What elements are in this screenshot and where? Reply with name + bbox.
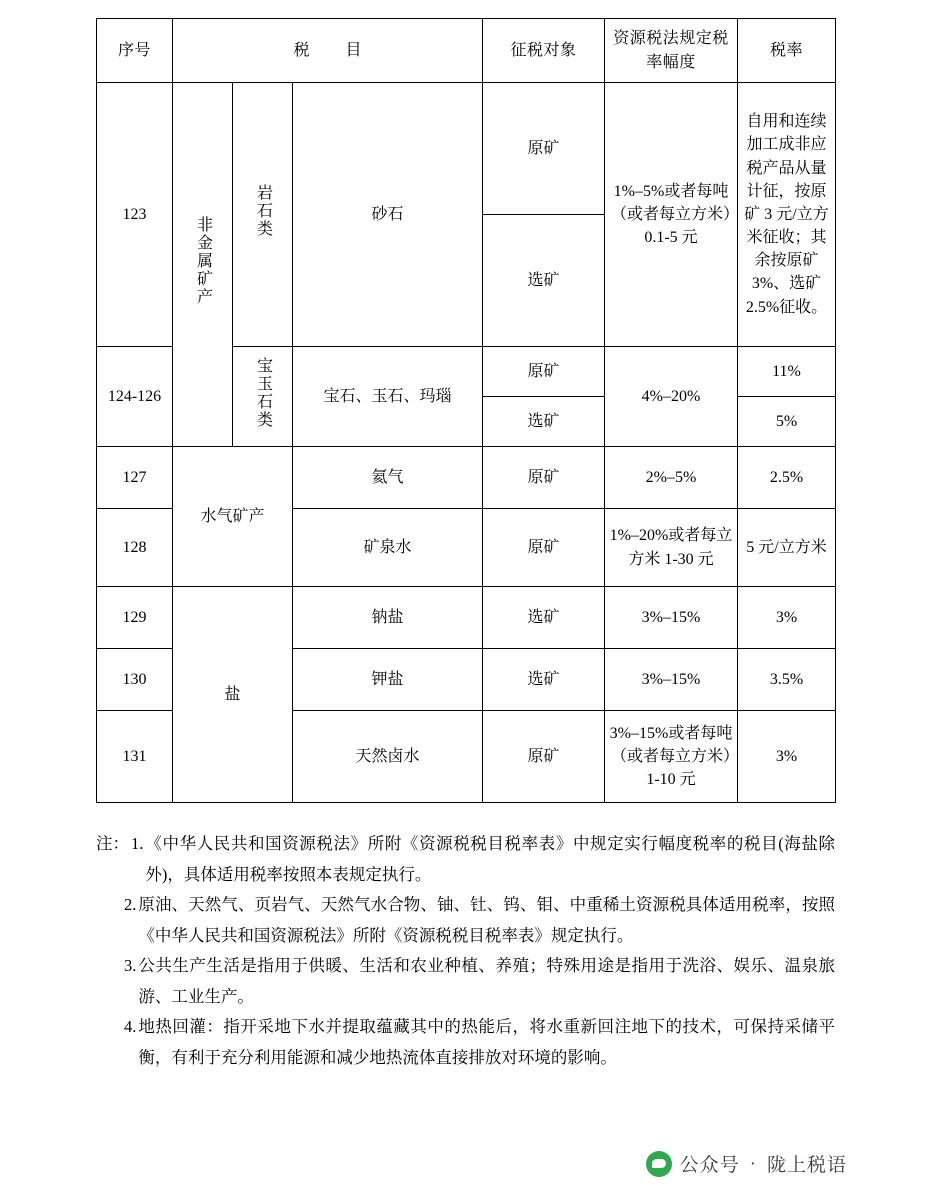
header-rate: 税率 [738,19,836,83]
header-tax-item: 税 目 [173,19,483,83]
subcategory-label: 岩石类 [254,183,272,238]
cell-item-sandstone: 砂石 [293,83,483,347]
cell-seq-127: 127 [97,447,173,509]
cell-item-natural-brine: 天然卤水 [293,711,483,803]
header-range: 资源税法规定税率幅度 [605,19,738,83]
table-header-row [97,19,836,83]
cell-range-128: 1%–20%或者每立方米 1-30 元 [605,509,738,587]
cell-item-helium: 氦气 [293,447,483,509]
cell-subcategory-rock [233,83,293,347]
wechat-icon [646,1151,672,1177]
subcategory-label: 宝玉石类 [254,356,272,429]
cell-rate-130: 3.5% [738,649,836,711]
cell-rate-124-raw: 11% [738,347,836,397]
note-label: 2. [124,895,137,915]
watermark-name: 陇上税语 [766,1155,847,1176]
cell-seq-130: 130 [97,649,173,711]
category-label: 盐 [224,685,241,703]
note-label: 4. [124,1017,137,1037]
cell-seq-124-126: 124-126 [97,347,173,447]
cell-range-123: 1%–5%或者每吨（或者每立方米）0.1-5 元 [605,83,738,347]
cell-rate-124-dressed: 5% [738,397,836,447]
cell-rate-128: 5 元/立方米 [738,509,836,587]
note-text: 公共生产生活是指用于供暖、生活和农业种植、养殖；特殊用途是指用于洗浴、娱乐、温泉旅游、工业生产。 [138,956,835,1006]
note-item [96,829,835,890]
cell-rate-123: 自用和连续加工成非应税产品从量计征，按原矿 3 元/立方米征收；其余按原矿 3%、选矿 2.5%征收。 [738,83,836,347]
cell-object-raw-ore: 原矿 [483,347,605,397]
cell-category-nonmetal [173,83,233,447]
cell-range-124: 4%–20% [605,347,738,447]
cell-object-131: 原矿 [483,711,605,803]
cell-item-potassium-salt: 钾盐 [293,649,483,711]
watermark-separator: · [749,1152,757,1174]
cell-seq-129: 129 [97,587,173,649]
note-item [96,890,835,951]
watermark [646,1150,847,1177]
cell-seq-123: 123 [97,83,173,347]
note-text: 原油、天然气、页岩气、天然气水合物、铀、钍、钨、钼、中重稀土资源税具体适用税率，按照《中华人民共和国资源税法》所附《资源税税目税率表》规定执行。 [138,895,835,945]
cell-object-130: 选矿 [483,649,605,711]
cell-object-raw-ore: 原矿 [483,83,605,215]
note-text: 地热回灌：指开采地下水并提取蕴藏其中的热能后，将水重新回注地下的技术，可保持采储平衡，有利于充分利用能源和减少地热流体直接排放对环境的影响。 [138,1017,835,1067]
cell-category-salt [173,587,293,803]
note-item [96,1012,835,1073]
cell-object-127: 原矿 [483,447,605,509]
cell-range-129: 3%–15% [605,587,738,649]
note-label: 1. [131,834,144,853]
cell-range-127: 2%–5% [605,447,738,509]
note-label: 3. [124,956,137,976]
resource-tax-rate-table [96,18,836,803]
cell-rate-127: 2.5% [738,447,836,509]
note-item [96,951,835,1012]
cell-seq-131: 131 [97,711,173,803]
cell-seq-128: 128 [97,509,173,587]
cell-item-gemstone: 宝石、玉石、玛瑙 [293,347,483,447]
cell-subcategory-gem [233,347,293,447]
cell-object-128: 原矿 [483,509,605,587]
watermark-prefix: 公众号 [679,1155,740,1176]
note-text: 《中华人民共和国资源税法》所附《资源税税目税率表》中规定实行幅度税率的税目(海盐除外)，具体适用税率按照本表规定执行。 [145,834,835,884]
header-seq: 序号 [97,19,173,83]
cell-range-131: 3%–15%或者每吨（或者每立方米）1-10 元 [605,711,738,803]
cell-range-130: 3%–15% [605,649,738,711]
category-label: 水气矿产 [200,507,265,525]
table-row [97,83,836,215]
cell-object-129: 选矿 [483,587,605,649]
cell-category-water-gas [173,447,293,587]
notes-prefix: 注： [96,834,129,853]
table-row [97,447,836,509]
cell-item-sodium-salt: 钠盐 [293,587,483,649]
cell-object-dressed-ore: 选矿 [483,397,605,447]
cell-rate-129: 3% [738,587,836,649]
category-label: 非金属矿产 [194,215,212,306]
header-object: 征税对象 [483,19,605,83]
notes-section [96,829,835,1073]
cell-rate-131: 3% [738,711,836,803]
table-row [97,587,836,649]
cell-object-dressed-ore: 选矿 [483,215,605,347]
cell-item-mineral-water: 矿泉水 [293,509,483,587]
